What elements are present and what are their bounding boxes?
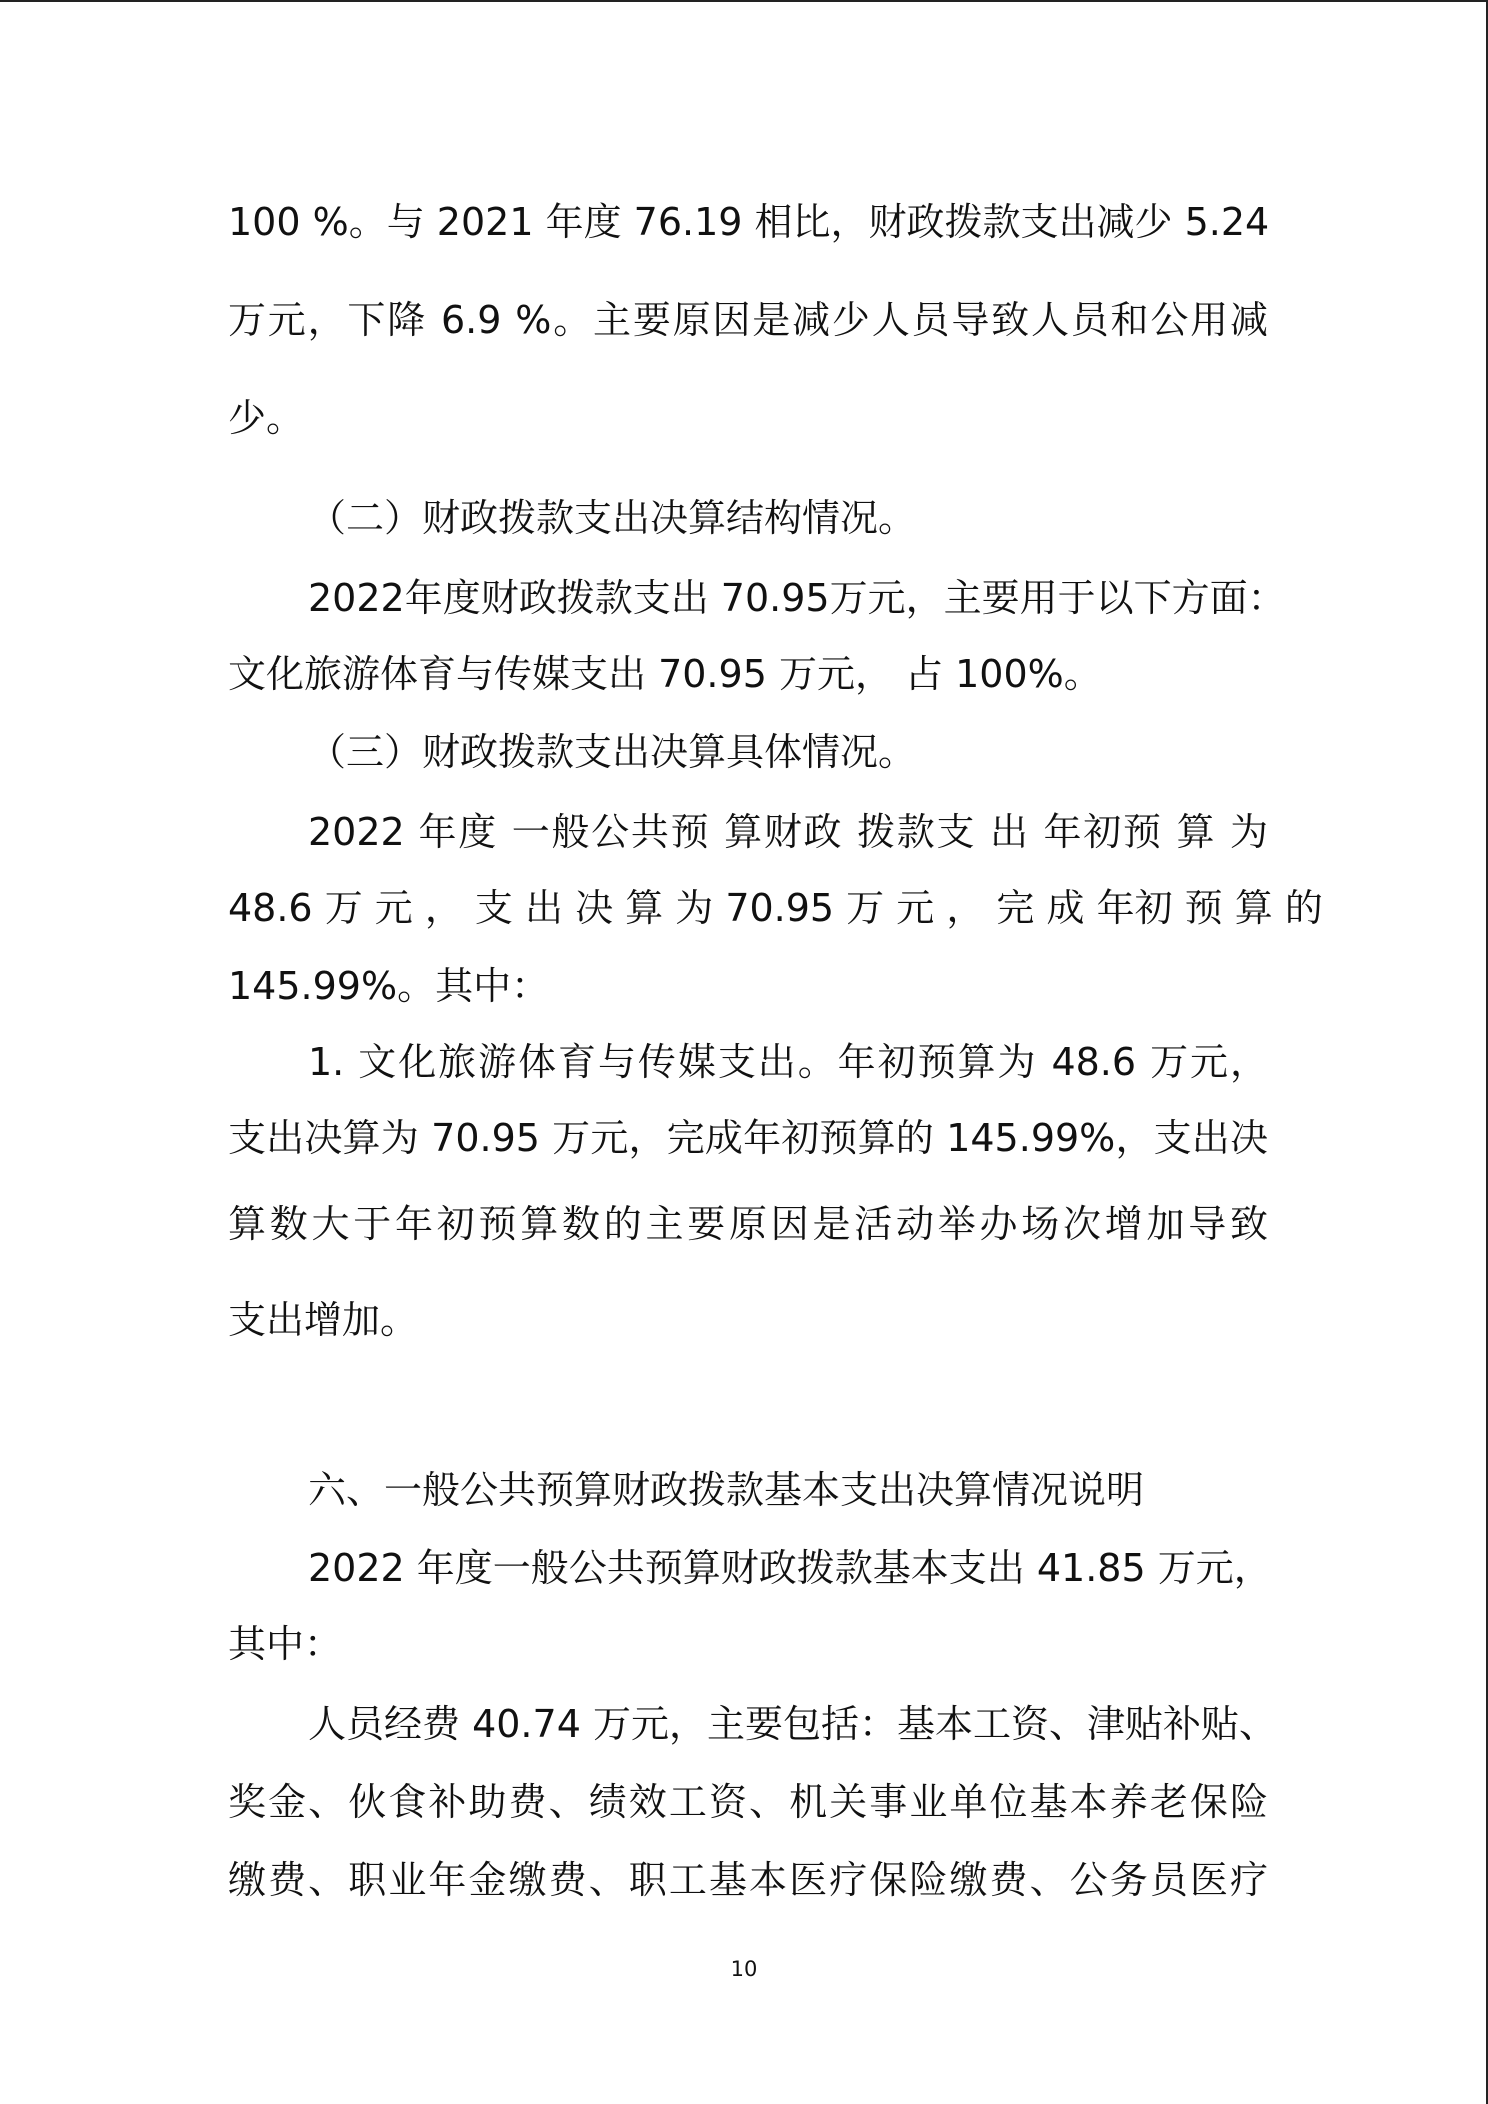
section-heading-two: （二）财政拨款支出决算结构情况。 xyxy=(308,496,917,540)
list-item-1: 1. 文化旅游体育与传媒支出。年初预算为 48.6 万元， xyxy=(308,1040,1268,1084)
text-line-6: 文化旅游体育与传媒支出 70.95 万元， 占 100%。 xyxy=(228,652,1102,696)
text-line-12: 支出决算为 70.95 万元，完成年初预算的 145.99%，支出决 xyxy=(228,1116,1268,1160)
text-line-13: 算数大于年初预算数的主要原因是活动举办场次增加导致 xyxy=(228,1202,1268,1246)
page-number: 10 xyxy=(730,1957,758,1981)
section-heading-three: （三）财政拨款支出决算具体情况。 xyxy=(308,730,917,774)
text-line-5: 2022年度财政拨款支出 70.95万元，主要用于以下方面： xyxy=(308,576,1286,620)
page-top-border xyxy=(0,0,1488,2)
text-line-20: 缴费、职业年金缴费、职工基本医疗保险缴费、公务员医疗 xyxy=(228,1858,1268,1902)
text-line-17: 其中： xyxy=(228,1622,343,1666)
text-line-3: 少。 xyxy=(228,396,305,440)
text-line-9: 48.6 万 元 ， 支 出 决 算 为 70.95 万 元 ， 完 成 年初 预 算 的 xyxy=(228,886,1323,930)
text-line-19: 奖金、伙食补助费、绩效工资、机关事业单位基本养老保险 xyxy=(228,1780,1268,1824)
text-line-16: 2022 年度一般公共预算财政拨款基本支出 41.85 万元， xyxy=(308,1546,1272,1590)
text-line-2: 万元，下降 6.9 %。主要原因是减少人员导致人员和公用减 xyxy=(228,298,1268,342)
text-line-10: 145.99%。其中： xyxy=(228,964,550,1008)
text-line-1: 100 %。与 2021 年度 76.19 相比，财政拨款支出减少 5.24 xyxy=(228,200,1270,244)
text-line-18: 人员经费 40.74 万元，主要包括：基本工资、津贴补贴、 xyxy=(308,1702,1277,1746)
text-line-8: 2022 年度 一般公共预 算财政 拨款支 出 年初预 算 为 xyxy=(308,810,1268,854)
text-line-14: 支出增加。 xyxy=(228,1298,419,1342)
section-heading-six: 六、一般公共预算财政拨款基本支出决算情况说明 xyxy=(308,1468,1145,1512)
